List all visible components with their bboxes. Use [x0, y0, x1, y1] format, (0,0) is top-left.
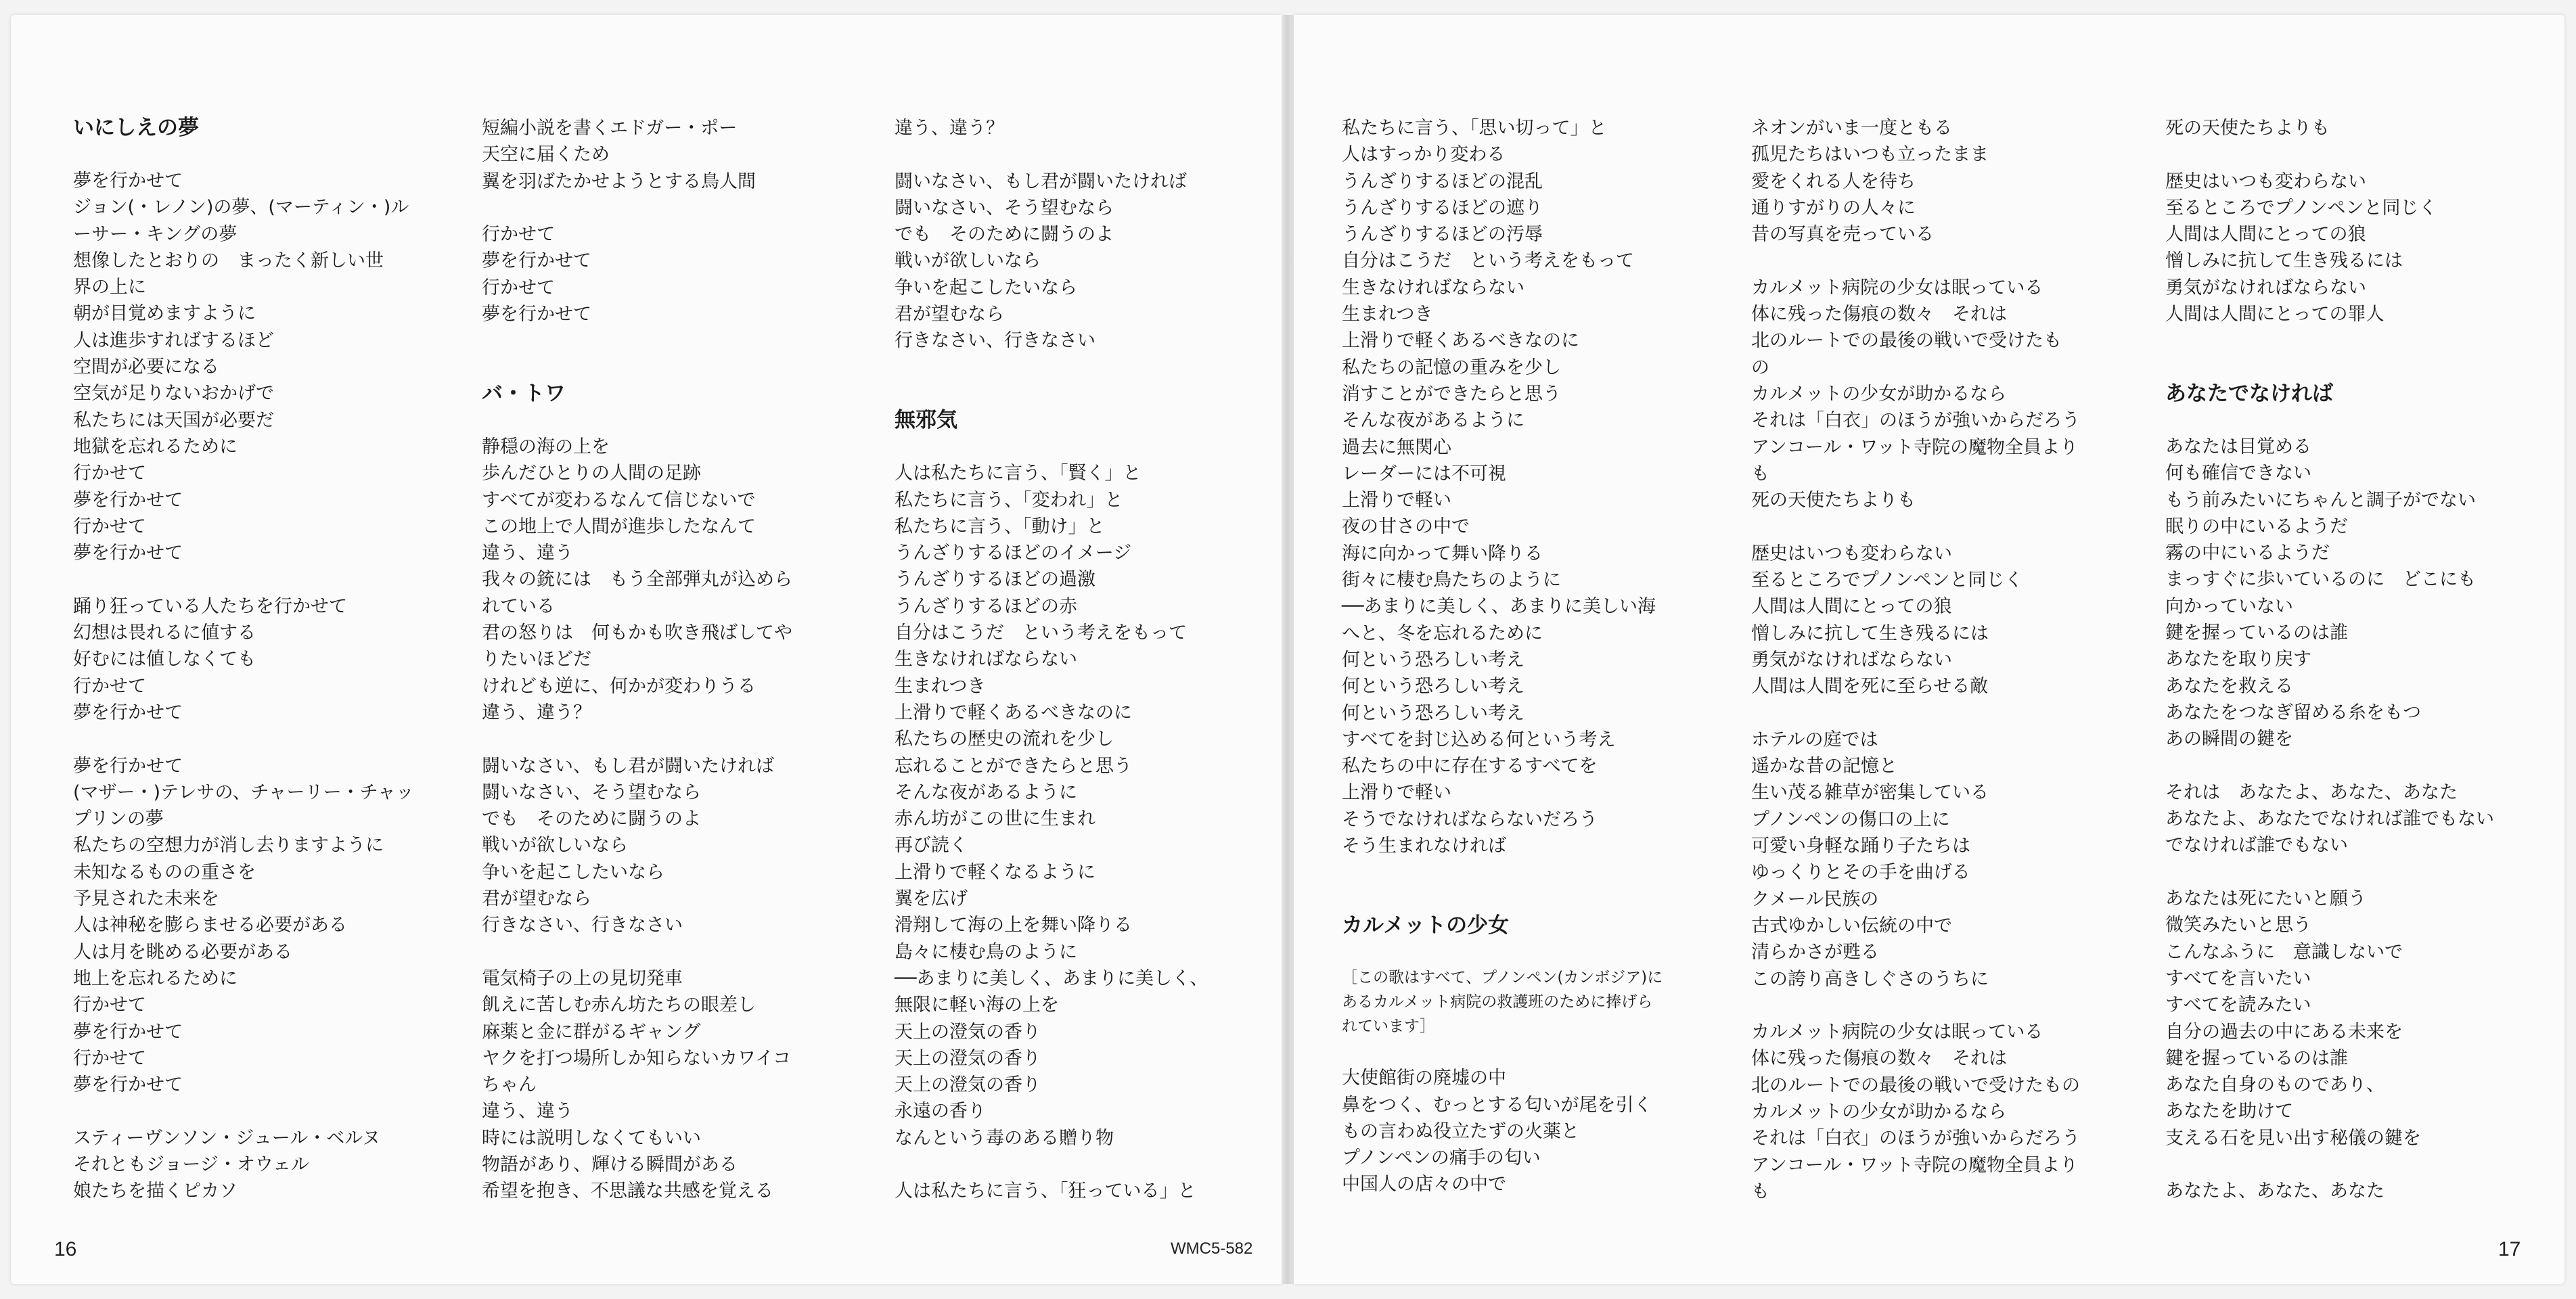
stanza-gap — [1751, 700, 2130, 727]
stanza-gap — [2165, 753, 2544, 779]
page-number: 16 — [54, 1238, 77, 1260]
lyric-stanza: 闘いなさい、もし君が闘いたければ 闘いなさい、そう望むなら でも そのために闘うのよ 戦いが欲しいなら 争いを起こしたいなら 君が望むなら 行きなさい、行きなさい — [895, 170, 1187, 352]
right-page — [1294, 15, 2564, 1284]
lyric-stanza: 死の天使たちよりも — [2165, 118, 2330, 139]
left-page — [11, 15, 1282, 1284]
stanza-gap — [73, 566, 452, 593]
song-title: カルメットの少女 — [1342, 913, 1510, 938]
lyric-stanza: 夢を行かせて (マザー・)テレサの、チャーリー・チャッ プリンの夢 私たちの空想力が消し去りますように 未知なるものの重さを 予見された未来を 人は神秘を膨らませる必要がある 人は月を眺める必要がある 地上を忘れるために 行かせて 夢を行かせて 行かせて 夢を行かせて — [73, 755, 414, 1096]
lyric-stanza: 歴史はいつも変わらない 至るところでプノンペンと同じく 人間は人間にとっての狼 憎しみに抗して生き残るには 勇気がなければならない 人間は人間にとっての罪人 — [2165, 170, 2437, 325]
lyric-stanza: 短編小説を書くエドガー・ポー 天空に届くため 翼を羽ばたかせようとする鳥人間 — [482, 118, 756, 192]
lyric-stanza: スティーヴンソン・ジュール・ベルヌ それともジョージ・オウェル 娘たちを描くピカソ — [73, 1127, 381, 1202]
page-number: 17 — [2498, 1238, 2521, 1260]
stanza-gap — [482, 355, 861, 381]
lyric-stanza: あなたよ、あなた、あなた — [2165, 1181, 2385, 1202]
stanza-gap — [895, 355, 1273, 381]
stanza-gap — [1751, 993, 2130, 1019]
stanza-gap — [482, 195, 861, 221]
stanza-gap — [482, 327, 861, 354]
lyrics-column-2 — [482, 115, 861, 1205]
stanza-gap — [2165, 355, 2544, 381]
lyric-stanza: 静穏の海の上を 歩んだひとりの人間の足跡 すべてが変わるなんて信じないで この地上で人間が進歩したなんて 違う、違う 我々の銃には もう全部弾丸が込めら れている 君の怒りは 何もかも吹き飛ばしてや りたいほどだ けれども逆に、何かが変わりうる 違う、違う？ — [482, 436, 792, 723]
lyric-stanza: あなたは死にたいと願う 微笑みたいと思う こんなふうに 意識しないで すべてを言いたい すべてを読みたい 自分の過去の中にある未来を 鍵を握っているのは誰 あなた自身のものであり、 あなたを助けて 支える石を見い出す秘儀の鍵を — [2165, 888, 2421, 1149]
lyric-stanza: カルメット病院の少女は眠っている 体に残った傷痕の数々 それは 北のルートでの最後の戦いで受けたもの カルメットの少女が助かるなら それは「白衣」のほうが強いからだろう アンコール・ワット寺院の魔物全員より も — [1751, 1022, 2080, 1202]
lyrics-column-4 — [1342, 115, 1721, 1198]
lyric-stanza: 人は私たちに言う、「狂っている」と — [895, 1181, 1196, 1202]
stanza-gap — [2165, 327, 2544, 354]
stanza-gap — [895, 141, 1273, 168]
song-title: あなたでなければ — [2165, 381, 2333, 406]
lyric-stanza: 人は私たちに言う、「賢く」と 私たちに言う、「変われ」と 私たちに言う、「動け」と うんざりするほどのイメージ うんざりするほどの過激 うんざりするほどの赤 自分はこうだ という考えをもって 生きなければならない 生まれつき 上滑りで軽くあるべきなのに 私たちの歴史の流れを少し 忘れることができたらと思う そんな夜があるように 赤ん坊がこの世に生まれ 再び読く 上滑りで軽くなるように 翼を広げ 滑翔して海の上を舞い降りる 島々に棲む鳥のように ──あまりに美しく、あまりに美しく、 無限に軽い海の上を 天上の澄気の香り 天上の澄気の香り 天上の澄気の香り 永遠の香り なんという毒のある贈り物 — [895, 463, 1208, 1149]
stanza-gap — [2165, 1152, 2544, 1178]
lyric-stanza: あなたは目覚める 何も確信できない もう前みたいにちゃんと調子がでない 眠りの中にいるようだ 霧の中にいるようだ まっすぐに歩いているのに どこにも 向かっていない 鍵を握っているのは誰 あなたを取り戻す あなたを救える あなたをつなぎ留める糸をもつ あの瞬間の鍵を — [2165, 436, 2476, 750]
stanza-gap — [1342, 1039, 1721, 1065]
stanza-gap — [73, 726, 452, 752]
song-title: バ・トワ — [482, 381, 566, 406]
lyric-stanza: 夢を行かせて ジョン(・レノン)の夢、(マーティン・)ル ーサー・キングの夢 想像したとおりの まったく新しい世 界の上に 朝が目覚めますように 人は進歩すればするほど 空間が必要になる 空気が足りないおかげで 私たちには天国が必要だ 地獄を忘れるために 行かせて 夢を行かせて 行かせて 夢を行かせて — [73, 170, 409, 564]
stanza-gap — [1342, 886, 1721, 913]
stanza-gap — [73, 1098, 452, 1124]
lyric-stanza: ネオンがいま一度ともる 孤児たちはいつも立ったまま 愛をくれる人を待ち 通りすがりの人々に 昔の写真を売っている — [1751, 118, 1989, 246]
stanza-gap — [1342, 859, 1721, 886]
stanza-gap — [1751, 248, 2130, 274]
book-gutter — [1282, 15, 1294, 1284]
lyrics-column-5 — [1751, 115, 2130, 1205]
stanza-gap — [2165, 141, 2544, 168]
stanza-gap — [482, 939, 861, 965]
lyric-stanza: カルメット病院の少女は眠っている 体に残った傷痕の数々 それは 北のルートでの最後の戦いで受けたも の カルメットの少女が助かるなら それは「白衣」のほうが強いからだろう アンコール・ワット寺院の魔物全員より も 死の天使たちよりも — [1751, 277, 2080, 511]
lyric-stanza: 歴史はいつも変わらない 至るところでプノンペンと同じく 人間は人間にとっての狼 憎しみに抗して生き残るには 勇気がなければならない 人間は人間を死に至らせる敵 — [1751, 543, 2023, 698]
song-title: 無邪気 — [895, 408, 957, 433]
stanza-gap — [482, 726, 861, 752]
lyric-stanza: 踊り狂っている人たちを行かせて 幻想は畏れるに値する 好むには値しなくても 行かせて 夢を行かせて — [73, 595, 347, 723]
song-title: いにしえの夢 — [73, 116, 199, 140]
stanza-gap — [895, 1152, 1273, 1178]
stanza-gap — [2165, 859, 2544, 886]
lyric-stanza: それは あなたよ、あなた、あなた あなたよ、あなたでなければ誰でもない でなければ誰でもない — [2165, 781, 2494, 857]
lyrics-column-3 — [895, 115, 1273, 1205]
lyric-stanza: 大使館街の廃墟の中 鼻をつく、むっとする匂いが尾を引く もの言わぬ役立たずの火薬と プノンペンの痛手の匂い 中国人の店々の中で — [1342, 1068, 1652, 1195]
lyrics-column-1 — [73, 115, 452, 1205]
lyric-stanza: 違う、違う？ — [895, 118, 1004, 139]
lyric-stanza: 行かせて 夢を行かせて 行かせて 夢を行かせて — [482, 224, 591, 325]
stanza-gap — [1751, 514, 2130, 540]
lyric-stanza: 私たちに言う、「思い切って」と 人はすっかり変わる うんざりするほどの混乱 うんざりするほどの遮り うんざりするほどの汚辱 自分はこうだ という考えをもって 生きなければならない 生まれつき 上滑りで軽くあるべきなのに 私たちの記憶の重みを少し 消すことができたらと思う そんな夜があるように 過去に無関心 レーダーには不可視 上滑りで軽い 夜の甘さの中で 海に向かって舞い降りる 街々に棲む鳥たちのように ──あまりに美しく、あまりに美しい海 へと、冬を忘れるために 何という恐ろしい考え 何という恐ろしい考え 何という恐ろしい考え すべてを封じ込める何という考え 私たちの中に存在するすべてを 上滑りで軽い そうでなければならないだろう そう生まれなければ — [1342, 118, 1656, 857]
stanza-gap — [895, 381, 1273, 407]
lyric-stanza: 闘いなさい、もし君が闘いたければ 闘いなさい、そう望むなら でも そのために闘うのよ 戦いが欲しいなら 争いを起こしたいなら 君が望むなら 行きなさい、行きなさい — [482, 755, 774, 936]
catalog-number: WMC5-582 — [1171, 1239, 1253, 1258]
dedication-note: ［この歌はすべて、プノンペン(カンボジア)に あるカルメット病院の救護班のために捧げら れています］ — [1342, 968, 1663, 1035]
lyric-stanza: 電気椅子の上の見切発車 飢えに苦しむ赤ん坊たちの眼差し 麻薬と金に群がるギャング ヤクを打つ場所しか知らないカワイコ ちゃん 違う、違う 時には説明しなくてもいい 物語があり、輝ける瞬間がある 希望を抱き、不思議な共感を覚える — [482, 967, 792, 1202]
lyric-stanza: ホテルの庭では 遥かな昔の記憶と 生い茂る雑草が密集している プノンペンの傷口の上に 可愛い身軽な踊り子たちは ゆっくりとその手を曲げる クメール民族の 古式ゆかしい伝統の中で 清らかさが甦る この誇り高きしぐさのうちに — [1751, 729, 1989, 990]
lyrics-column-6 — [2165, 115, 2544, 1205]
